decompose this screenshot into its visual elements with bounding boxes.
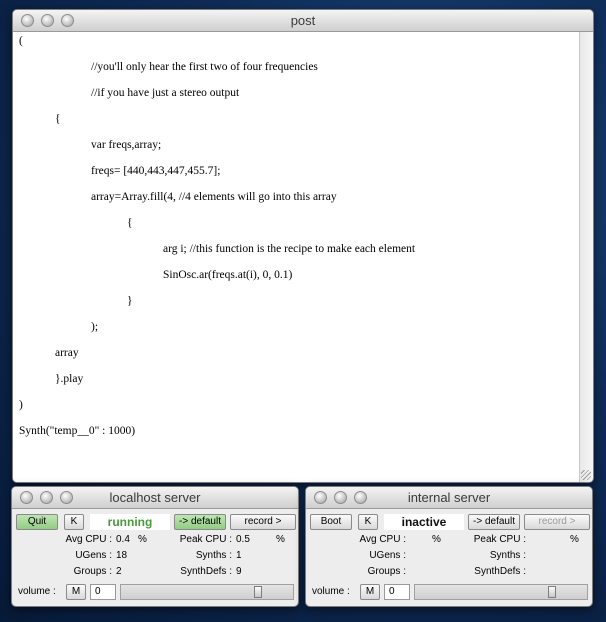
volume-slider-thumb[interactable]: [254, 586, 262, 598]
synths-value: 1: [236, 550, 242, 561]
internal-server-window: [305, 486, 593, 607]
percent-sign: %: [276, 534, 285, 545]
code-line: array=Array.fill(4, //4 elements will go into this array: [91, 191, 337, 203]
code-line: SinOsc.ar(freqs.at(i), 0, 0.1): [163, 269, 293, 281]
synthdefs-value: 9: [236, 566, 242, 577]
code-line: (: [19, 35, 23, 47]
quit-button[interactable]: Quit: [16, 514, 58, 530]
post-titlebar[interactable]: [13, 10, 593, 32]
boot-button[interactable]: Boot: [310, 514, 352, 530]
internal-titlebar[interactable]: [306, 487, 592, 509]
volume-slider[interactable]: [120, 584, 294, 600]
volume-label: volume :: [18, 586, 56, 597]
record-button[interactable]: record >: [524, 514, 590, 530]
set-default-button[interactable]: -> default: [174, 514, 226, 530]
peak-cpu-value: 0.5: [236, 534, 250, 545]
volume-label: volume :: [312, 586, 350, 597]
kill-button[interactable]: K: [64, 514, 84, 530]
code-line: //you'll only hear the first two of four frequencies: [91, 61, 318, 73]
ugens-value: 18: [116, 550, 128, 561]
code-line: Synth("temp__0" : 1000): [19, 425, 136, 437]
record-button[interactable]: record >: [230, 514, 296, 530]
code-line: //if you have just a stereo output: [91, 87, 240, 99]
groups-label: Groups :: [73, 566, 112, 577]
kill-button[interactable]: K: [358, 514, 378, 530]
avg-cpu-label: Avg CPU :: [65, 534, 112, 545]
set-default-button[interactable]: -> default: [468, 514, 520, 530]
peak-cpu-label: Peak CPU :: [473, 534, 526, 545]
post-scrollbar[interactable]: [579, 32, 593, 482]
avg-cpu-label: Avg CPU :: [359, 534, 406, 545]
mute-button[interactable]: M: [66, 584, 86, 600]
localhost-window-title: localhost server: [109, 490, 201, 505]
localhost-titlebar[interactable]: [12, 487, 298, 509]
post-window: [12, 9, 594, 483]
server-status: inactive: [384, 514, 464, 530]
resize-grip-icon[interactable]: [581, 470, 591, 480]
synths-label: Synths :: [489, 550, 526, 561]
ugens-label: UGens :: [369, 550, 406, 561]
avg-cpu-value: 0.4: [116, 534, 130, 545]
volume-number-box[interactable]: 0: [90, 584, 116, 600]
code-line: arg i; //this function is the recipe to make each element: [163, 243, 416, 255]
internal-window-title: internal server: [407, 490, 491, 505]
volume-slider[interactable]: [414, 584, 588, 600]
synthdefs-label: SynthDefs :: [180, 566, 232, 577]
volume-number-box[interactable]: 0: [384, 584, 410, 600]
code-line: }: [127, 295, 133, 307]
code-line: {: [55, 113, 61, 125]
synthdefs-label: SynthDefs :: [474, 566, 526, 577]
synths-label: Synths :: [195, 550, 232, 561]
code-line: ): [19, 399, 23, 411]
code-line: {: [127, 217, 133, 229]
mute-button[interactable]: M: [360, 584, 380, 600]
localhost-server-window: [11, 486, 299, 607]
code-line: var freqs,array;: [91, 139, 162, 151]
volume-slider-thumb[interactable]: [548, 586, 556, 598]
groups-value: 2: [116, 566, 122, 577]
code-line: freqs= [440,443,447,455.7];: [91, 165, 221, 177]
peak-cpu-label: Peak CPU :: [179, 534, 232, 545]
post-text-area[interactable]: [13, 32, 579, 482]
server-status: running: [90, 514, 170, 530]
percent-sign: %: [138, 534, 147, 545]
percent-sign: %: [432, 534, 441, 545]
code-line: );: [91, 321, 99, 333]
code-line: array: [55, 347, 79, 359]
code-line: }.play: [55, 373, 84, 385]
ugens-label: UGens :: [75, 550, 112, 561]
groups-label: Groups :: [367, 566, 406, 577]
percent-sign: %: [570, 534, 579, 545]
post-window-title: post: [290, 13, 316, 28]
